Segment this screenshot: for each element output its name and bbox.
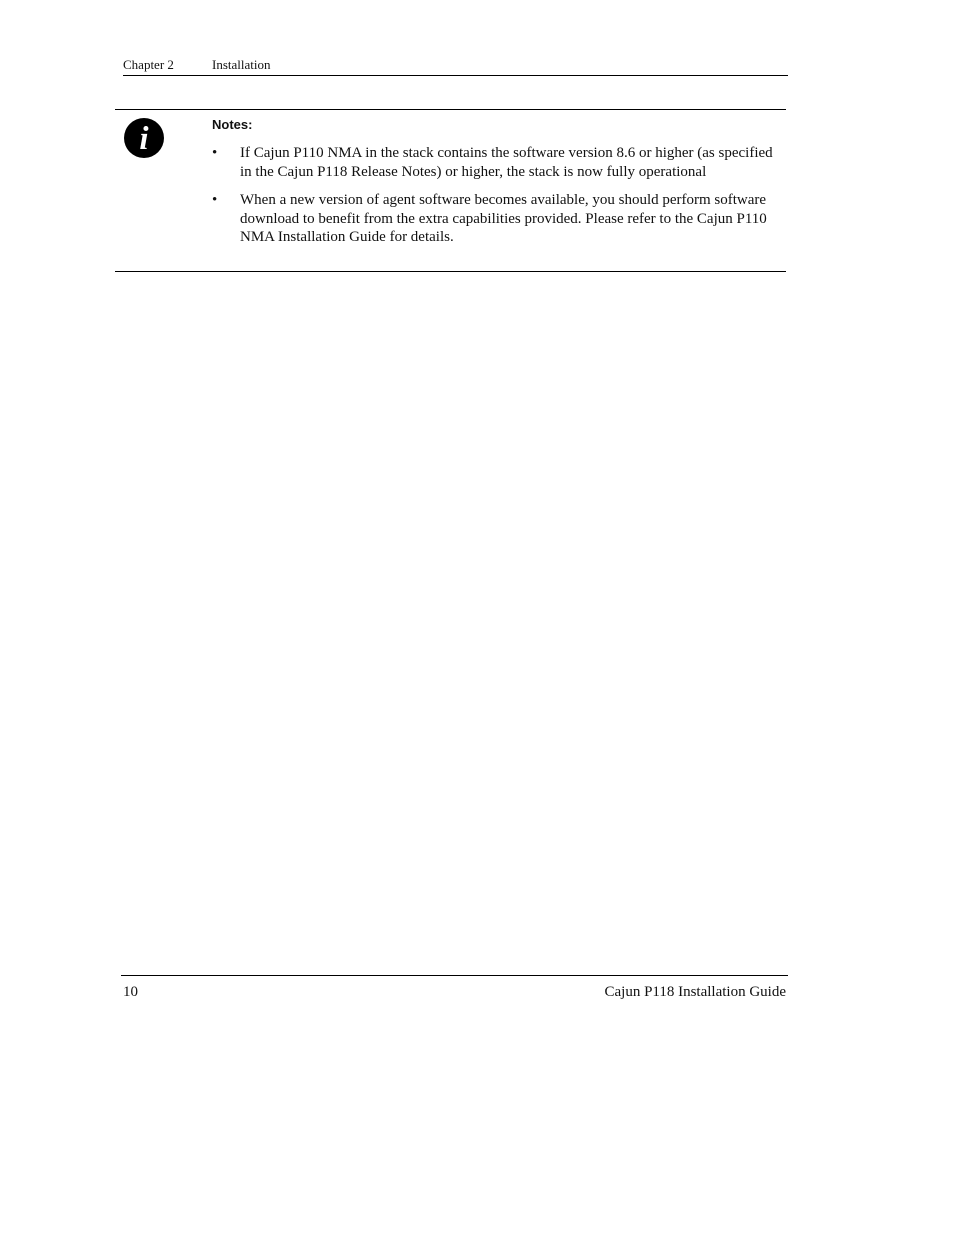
page-number: 10 <box>123 984 138 1000</box>
note-box <box>115 109 786 272</box>
page-footer <box>121 975 788 1006</box>
list-item <box>212 191 777 247</box>
document-title: Cajun P118 Installation Guide <box>604 984 786 1000</box>
info-icon-glyph: i <box>139 121 149 157</box>
list-item <box>212 144 777 181</box>
info-icon <box>124 118 164 158</box>
note-text: If Cajun P110 NMA in the stack contains the software version 8.6 or higher (as specified in the Cajun P118 Release Notes) or higher, the stack is now fully operational <box>240 145 773 180</box>
section-title: Installation <box>212 57 271 72</box>
bullet-icon: • <box>212 192 218 208</box>
page-header <box>123 56 788 76</box>
bullet-icon: • <box>212 145 218 161</box>
notes-heading: Notes: <box>212 117 253 132</box>
chapter-label: Chapter 2 <box>123 57 174 72</box>
note-text: When a new version of agent software becomes available, you should perform software download to benefit from the extra capabilities provided. Please refer to the Cajun P110 NMA Installation Guide for details. <box>240 192 767 245</box>
note-list <box>212 144 777 257</box>
